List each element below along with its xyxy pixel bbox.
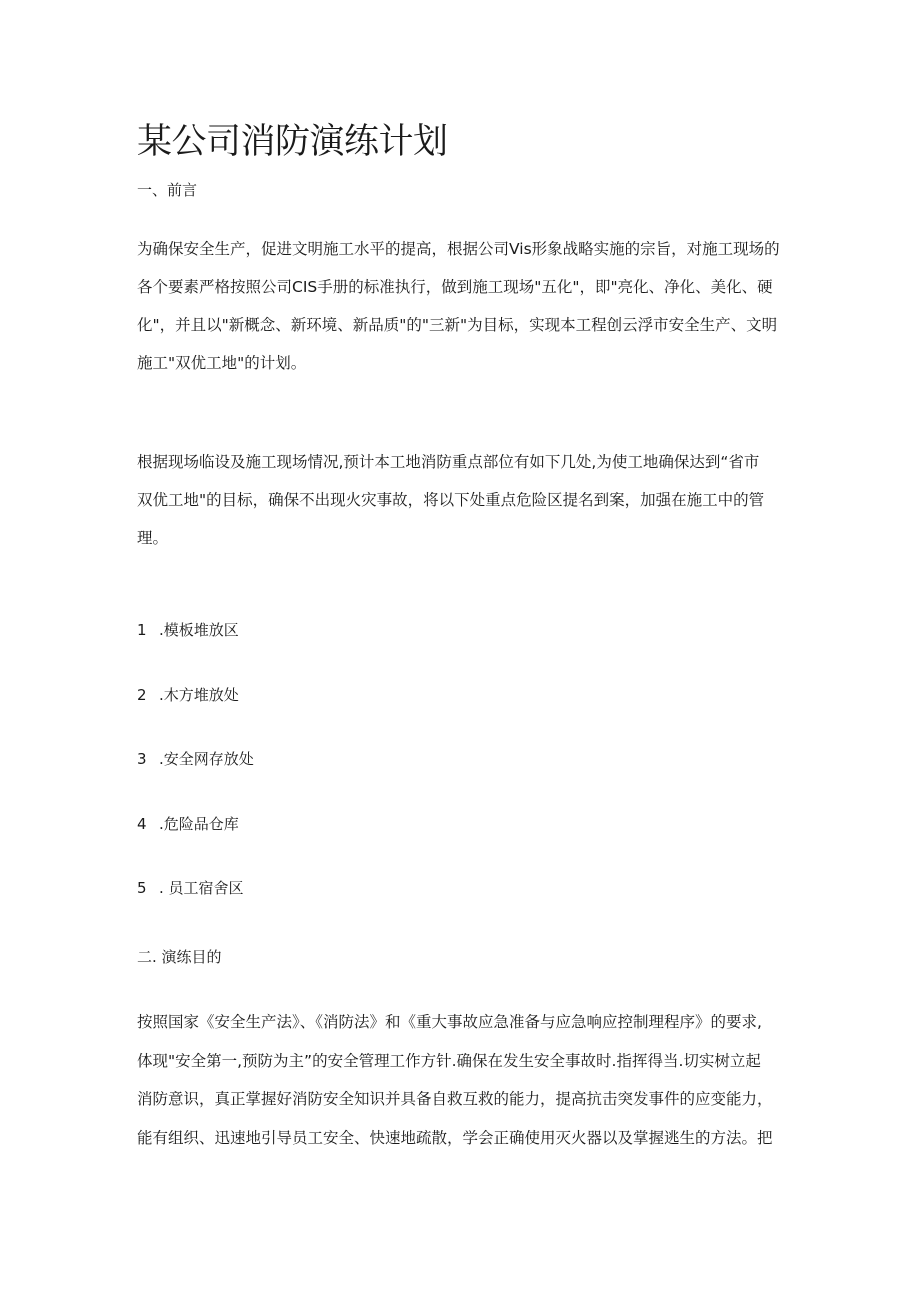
paragraph-line: 根据现场临设及施工现场情况,预计本工地消防重点部位有如下几处,为使工地确保达到“省市 — [137, 453, 760, 471]
list-item-number: 2 — [137, 686, 147, 704]
paragraph-line: 施工"双优工地"的计划。 — [137, 354, 307, 372]
paragraph-line: 为确保安全生产，促进文明施工水平的提高，根据公司Vis形象战略实施的宗旨，对施工现场的 — [137, 240, 780, 258]
preface-paragraph-1 — [137, 230, 787, 382]
list-item — [137, 877, 244, 899]
preface-paragraph-2 — [137, 443, 787, 557]
list-item-number: 5 — [137, 879, 147, 897]
list-item-number: 4 — [137, 815, 147, 833]
paragraph-line: 化"，并且以"新概念、新环境、新品质"的"三新"为目标，实现本工程创云浮市安全生产、文明 — [137, 316, 778, 334]
list-item-label: .安全网存放处 — [159, 750, 254, 768]
list-item — [137, 813, 239, 835]
list-item-label: .危险品仓库 — [159, 815, 239, 833]
list-item-label: .模板堆放区 — [159, 621, 239, 639]
paragraph-line: 各个要素严格按照公司CIS手册的标准执行，做到施工现场"五化"，即"亮化、净化、美化、硬 — [137, 278, 773, 296]
list-item-label: .木方堆放处 — [159, 686, 239, 704]
list-item-number: 1 — [137, 621, 147, 639]
list-item — [137, 619, 239, 641]
paragraph-line: 能有组织、迅速地引导员工安全、快速地疏散，学会正确使用灭火器以及掌握逃生的方法。把 — [137, 1128, 773, 1147]
section-heading-preface: 一、前言 — [137, 181, 198, 199]
paragraph-line: 体现"安全第一,预防为主”的安全管理工作方针.确保在发生安全事故时.指挥得当.切实树立起 — [137, 1051, 761, 1070]
drill-purpose-paragraph — [137, 1003, 787, 1157]
list-item-label: . 员工宿舍区 — [159, 879, 244, 897]
list-item-number: 3 — [137, 750, 147, 768]
list-item — [137, 748, 254, 770]
paragraph-line: 双优工地"的目标，确保不出现火灾事故，将以下处重点危险区提名到案，加强在施工中的管 — [137, 491, 765, 509]
document-title: 某公司消防演练计划 — [137, 122, 448, 162]
paragraph-line: 理。 — [137, 529, 169, 547]
paragraph-line: 消防意识，真正掌握好消防安全知识并具备自救互救的能力，提高抗击突发事件的应变能力， — [137, 1090, 773, 1108]
paragraph-line: 按照国家《安全生产法》、《消防法》和《重大事故应急准备与应急响应控制理程序》的要求, — [137, 1013, 762, 1031]
list-item — [137, 684, 239, 706]
section-heading-drill-purpose: 二. 演练目的 — [137, 948, 222, 966]
